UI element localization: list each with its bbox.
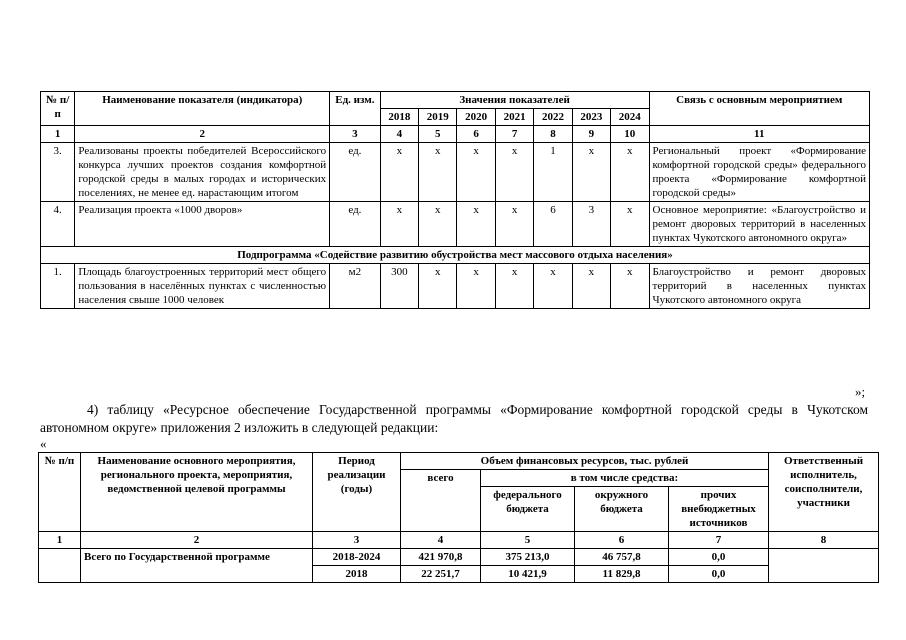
- value: x: [572, 143, 610, 202]
- value: 3: [572, 202, 610, 247]
- value: x: [457, 264, 495, 309]
- colnum: 4: [380, 126, 418, 143]
- colnum: 2: [75, 126, 330, 143]
- col-name-header: Наименование основного мероприятия, регионального проекта, мероприятия, ведомственной целевой программы: [81, 453, 313, 532]
- indicators-table: [40, 91, 870, 309]
- col-volume-header: Объем финансовых ресурсов, тыс. рублей: [401, 453, 769, 470]
- colnum: 11: [649, 126, 869, 143]
- colnum: 5: [419, 126, 457, 143]
- federal-value: 375 213,0: [481, 549, 575, 566]
- district-value: 46 757,8: [575, 549, 669, 566]
- program-total-name: Всего по Государственной программе: [81, 549, 313, 583]
- value: x: [457, 202, 495, 247]
- col-total-header: всего: [401, 470, 481, 532]
- value: x: [457, 143, 495, 202]
- colnum: 6: [457, 126, 495, 143]
- unit: ед.: [330, 143, 381, 202]
- unit: м2: [330, 264, 381, 309]
- other-value: 0,0: [669, 566, 769, 583]
- col-incl-header: в том числе средства:: [481, 470, 769, 487]
- colnum: 4: [401, 532, 481, 549]
- value: x: [495, 264, 533, 309]
- year-header: 2022: [534, 109, 572, 126]
- col-values-header: Значения показателей: [380, 92, 649, 109]
- colnum: 8: [769, 532, 879, 549]
- col-unit-header: Ед. изм.: [330, 92, 381, 126]
- column-number-row: [41, 126, 870, 143]
- colnum: 3: [313, 532, 401, 549]
- subprogram-title: Подпрограмма «Содействие развитию обустройства мест массового отдыха населения»: [41, 247, 870, 264]
- colnum: 10: [611, 126, 649, 143]
- col-link-header: Связь с основным мероприятием: [649, 92, 869, 126]
- colnum: 1: [39, 532, 81, 549]
- col-name-header: Наименование показателя (индикатора): [75, 92, 330, 126]
- colnum: 7: [495, 126, 533, 143]
- col-num-header: № п/п: [41, 92, 75, 126]
- period: 2018: [313, 566, 401, 583]
- value: x: [419, 143, 457, 202]
- federal-value: 10 421,9: [481, 566, 575, 583]
- linked-activity: Региональный проект «Формирование комфортной городской среды» федерального проекта «Формирование комфортной городской среды»: [649, 143, 869, 202]
- table-row: [39, 549, 879, 566]
- linked-activity: Основное мероприятие: «Благоустройство и ремонт дворовых территорий в населенных пунктах Чукотского автономного округа»: [649, 202, 869, 247]
- linked-activity: Благоустройство и ремонт дворовых территорий в населенных пунктах Чукотского автономного округа: [649, 264, 869, 309]
- col-federal-header: федерального бюджета: [481, 487, 575, 532]
- year-header: 2020: [457, 109, 495, 126]
- year-header: 2018: [380, 109, 418, 126]
- table-row: [41, 143, 870, 202]
- row-num: [39, 549, 81, 583]
- unit: ед.: [330, 202, 381, 247]
- amendment-paragraph: 4) таблицу «Ресурсное обеспечение Государственной программы «Формирование комфортной городской среды в Чукотском автономном округе» приложения 2 изложить в следующей редакции:: [40, 402, 868, 435]
- col-resp-header: Ответственный исполнитель, соисполнители, участники: [769, 453, 879, 532]
- col-other-header: прочих внебюджетных источников: [669, 487, 769, 532]
- colnum: 6: [575, 532, 669, 549]
- column-number-row: [39, 532, 879, 549]
- colnum: 9: [572, 126, 610, 143]
- table-row: [41, 264, 870, 309]
- value: x: [495, 202, 533, 247]
- value: x: [534, 264, 572, 309]
- col-num-header: № п/п: [39, 453, 81, 532]
- year-header: 2021: [495, 109, 533, 126]
- total-value: 22 251,7: [401, 566, 481, 583]
- col-period-header: Период реализации (годы): [313, 453, 401, 532]
- indicator-name: Площадь благоустроенных территорий мест общего пользования в населённых пунктах с численностью населения свыше 1000 человек: [75, 264, 330, 309]
- col-district-header: окружного бюджета: [575, 487, 669, 532]
- indicator-name: Реализованы проекты победителей Всероссийского конкурса лучших проектов создания комфортной городской среды в малых городах и исторических поселениях, не менее ед. нарастающим итогом: [75, 143, 330, 202]
- value: x: [611, 202, 649, 247]
- row-num: 4.: [41, 202, 75, 247]
- value: 6: [534, 202, 572, 247]
- value: x: [419, 264, 457, 309]
- table-row: [41, 202, 870, 247]
- colnum: 1: [41, 126, 75, 143]
- responsible: [769, 549, 879, 583]
- resources-table: [38, 452, 879, 583]
- value: 300: [380, 264, 418, 309]
- value: x: [380, 143, 418, 202]
- value: x: [611, 264, 649, 309]
- value: x: [611, 143, 649, 202]
- value: x: [380, 202, 418, 247]
- opening-quote: «: [40, 436, 47, 451]
- subprogram-row: [41, 247, 870, 264]
- colnum: 5: [481, 532, 575, 549]
- value: x: [495, 143, 533, 202]
- indicator-name: Реализация проекта «1000 дворов»: [75, 202, 330, 247]
- colnum: 8: [534, 126, 572, 143]
- value: x: [419, 202, 457, 247]
- row-num: 3.: [41, 143, 75, 202]
- value: 1: [534, 143, 572, 202]
- year-header: 2023: [572, 109, 610, 126]
- other-value: 0,0: [669, 549, 769, 566]
- district-value: 11 829,8: [575, 566, 669, 583]
- value: x: [572, 264, 610, 309]
- year-header: 2024: [611, 109, 649, 126]
- period: 2018-2024: [313, 549, 401, 566]
- row-num: 1.: [41, 264, 75, 309]
- colnum: 7: [669, 532, 769, 549]
- year-header: 2019: [419, 109, 457, 126]
- colnum: 3: [330, 126, 381, 143]
- closing-quote: »;: [855, 384, 866, 399]
- total-value: 421 970,8: [401, 549, 481, 566]
- colnum: 2: [81, 532, 313, 549]
